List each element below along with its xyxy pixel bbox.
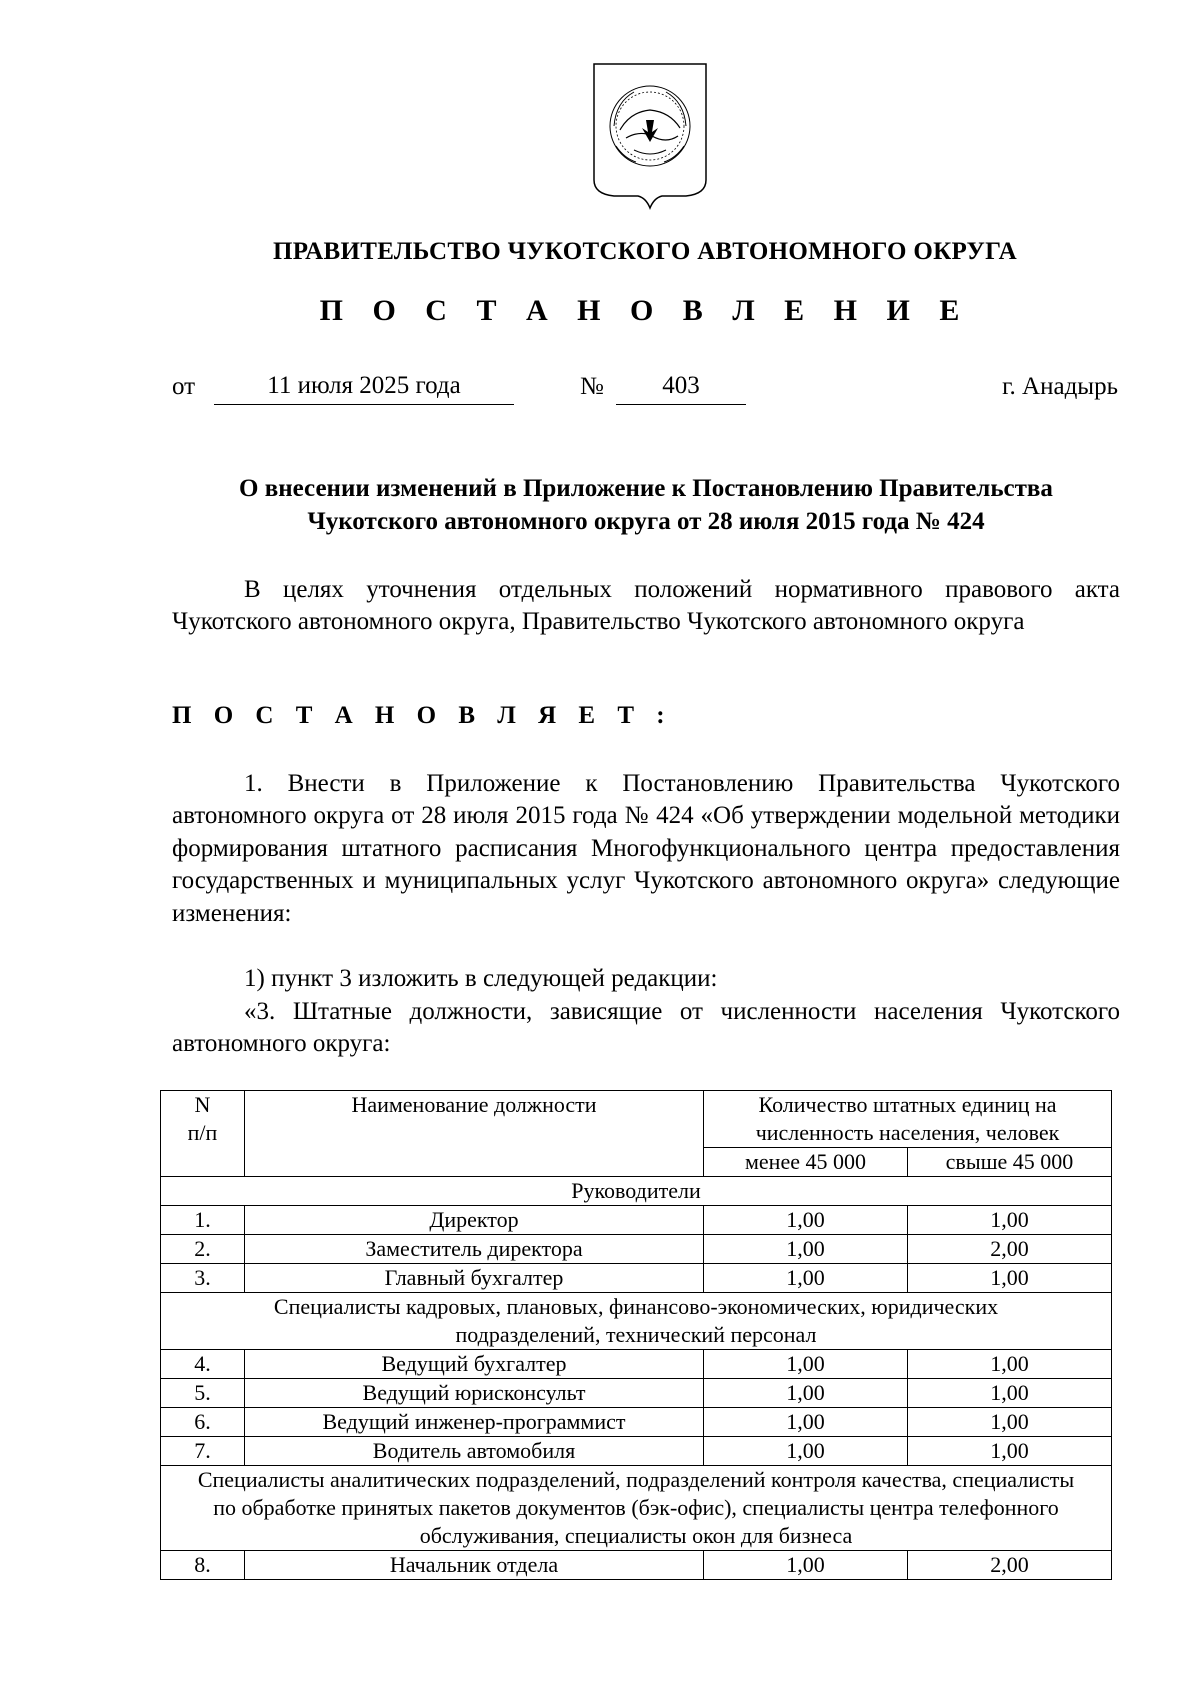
government-title: ПРАВИТЕЛЬСТВО ЧУКОТСКОГО АВТОНОМНОГО ОКРУГА	[273, 238, 1017, 265]
row-number: 3.	[161, 1264, 245, 1293]
row-qty-more: 1,00	[908, 1408, 1112, 1437]
row-qty-more: 1,00	[908, 1350, 1112, 1379]
clause-1-item-1: 1) пункт 3 изложить в следующей редакции:	[244, 965, 718, 992]
table-row	[161, 1408, 1112, 1437]
coat-of-arms-icon	[590, 62, 710, 212]
row-position-name: Ведущий юрисконсульт	[245, 1379, 704, 1408]
row-number: 4.	[161, 1350, 245, 1379]
table-row	[161, 1551, 1112, 1580]
header-number-line-2: п/п	[187, 1120, 218, 1145]
row-qty-less: 1,00	[704, 1235, 908, 1264]
row-position-name: Главный бухгалтер	[245, 1264, 704, 1293]
subject-line-1: О внесении изменений в Приложение к Постановлению Правительства	[239, 475, 1053, 502]
section-heading: Специалисты аналитических подразделений, подразделений контроля качества, специалисты по обработке принятых пакетов документов (бэк-офис), специалисты центра телефонного обслуживания, специалисты окон для бизнеса	[161, 1466, 1112, 1551]
row-qty-more: 1,00	[908, 1206, 1112, 1235]
table-row	[161, 1379, 1112, 1408]
row-qty-more: 1,00	[908, 1437, 1112, 1466]
clause-3-new-text: «3. Штатные должности, зависящие от численности населения Чукотского автономного округа:	[172, 998, 1120, 1058]
document-subject	[172, 472, 1120, 538]
row-number: 7.	[161, 1437, 245, 1466]
header-quantity	[704, 1091, 1112, 1148]
preamble-paragraph: В целях уточнения отдельных положений нормативного правового акта Чукотского автономного округа, Правительство Чукотского автономного округа	[172, 576, 1120, 636]
row-number: 8.	[161, 1551, 245, 1580]
row-qty-less: 1,00	[704, 1379, 908, 1408]
header-less-than-45000: менее 45 000	[704, 1148, 908, 1177]
header-position-name: Наименование должности	[245, 1091, 704, 1177]
row-position-name: Заместитель директора	[245, 1235, 704, 1264]
row-qty-less: 1,00	[704, 1350, 908, 1379]
subject-line-2: Чукотского автономного округа от 28 июля 2015 года № 424	[307, 508, 985, 535]
row-qty-more: 1,00	[908, 1264, 1112, 1293]
table-row	[161, 1350, 1112, 1379]
document-type: П О С Т А Н О В Л Е Н И Е	[319, 294, 971, 327]
section-heading: Специалисты кадровых, плановых, финансово-экономических, юридических подразделений, технический персонал	[161, 1293, 1112, 1350]
row-position-name: Ведущий инженер-программист	[245, 1408, 704, 1437]
row-qty-less: 1,00	[704, 1551, 908, 1580]
table-row	[161, 1235, 1112, 1264]
table-row	[161, 1437, 1112, 1466]
row-position-name: Ведущий бухгалтер	[245, 1350, 704, 1379]
resolves-heading: П О С Т А Н О В Л Я Е Т :	[172, 702, 673, 729]
table-row	[161, 1206, 1112, 1235]
row-qty-less: 1,00	[704, 1264, 908, 1293]
row-qty-less: 1,00	[704, 1206, 908, 1235]
header-quantity-line-1: Количество штатных единиц на	[758, 1092, 1057, 1117]
header-more-than-45000: свыше 45 000	[908, 1148, 1112, 1177]
document-number: 403	[616, 372, 746, 405]
date-label: от	[172, 373, 196, 400]
staff-positions-table	[160, 1090, 1112, 1580]
document-date: 11 июля 2025 года	[214, 372, 514, 405]
header-number	[161, 1091, 245, 1177]
row-number: 1.	[161, 1206, 245, 1235]
header-number-line-1: N	[194, 1092, 211, 1117]
document-city: г. Анадырь	[1002, 373, 1118, 400]
number-label: №	[580, 373, 604, 400]
row-number: 5.	[161, 1379, 245, 1408]
row-position-name: Водитель автомобиля	[245, 1437, 704, 1466]
header-quantity-line-2: численность населения, человек	[755, 1120, 1060, 1145]
clause-1-paragraph: 1. Внести в Приложение к Постановлению Правительства Чукотского автономного округа от 28 июля 2015 года № 424 «Об утверждении модельной методики формирования штатного расписания Многофункционального центра предоставления государственных и муниципальных услуг Чукотского автономного округа» следующие изменения:	[172, 770, 1120, 927]
row-position-name: Директор	[245, 1206, 704, 1235]
section-heading: Руководители	[161, 1177, 1112, 1206]
row-number: 6.	[161, 1408, 245, 1437]
row-qty-more: 2,00	[908, 1551, 1112, 1580]
row-position-name: Начальник отдела	[245, 1551, 704, 1580]
row-number: 2.	[161, 1235, 245, 1264]
row-qty-less: 1,00	[704, 1437, 908, 1466]
row-qty-more: 2,00	[908, 1235, 1112, 1264]
table-row	[161, 1264, 1112, 1293]
row-qty-less: 1,00	[704, 1408, 908, 1437]
row-qty-more: 1,00	[908, 1379, 1112, 1408]
